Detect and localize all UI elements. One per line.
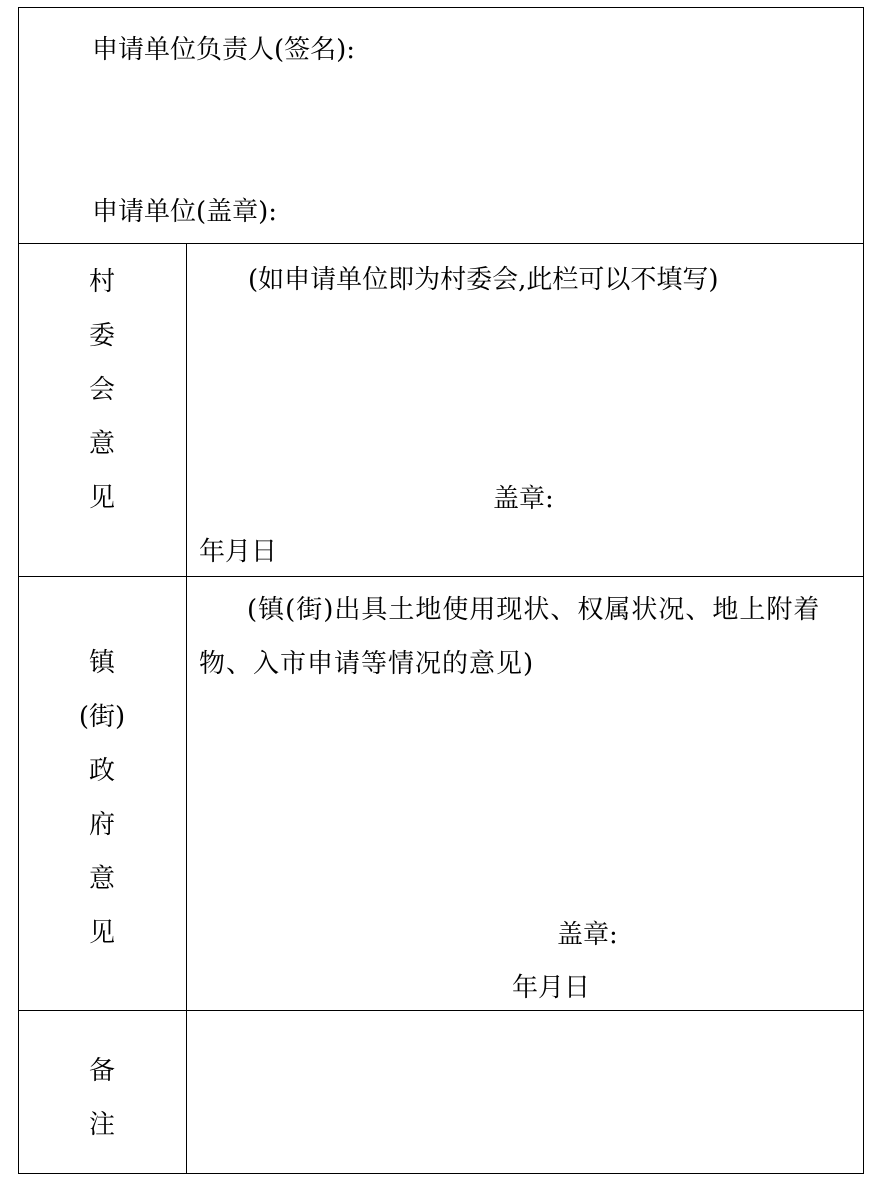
- table-left-border: [18, 7, 19, 1174]
- label-char: 见: [88, 918, 115, 948]
- village-opinion-label: [82, 255, 122, 525]
- label-char: 注: [88, 1110, 115, 1140]
- label-char: 备: [88, 1056, 115, 1086]
- label-char: 意: [88, 864, 115, 894]
- label-char: (街): [78, 702, 126, 732]
- label-char: 委: [88, 321, 115, 351]
- label-char: 会: [88, 375, 115, 405]
- town-date-label: 年月日: [512, 973, 591, 1003]
- village-opinion-note: (如申请单位即为村委会,此栏可以不填写): [248, 265, 719, 295]
- town-opinion-note: (镇(街)出具土地使用现状、权属状况、地上附着物、入市申请等情况的意见): [199, 595, 821, 679]
- village-date-label: 年月日: [199, 537, 278, 567]
- table-bottom-border: [18, 1173, 864, 1174]
- table-top-border: [18, 7, 864, 8]
- table-right-border: [863, 7, 864, 1174]
- remarks-label: [82, 1044, 122, 1152]
- town-seal-label: 盖章:: [557, 920, 618, 950]
- town-opinion-label: [67, 636, 137, 960]
- label-column-divider: [186, 243, 187, 1174]
- unit-seal-label: 申请单位(盖章):: [92, 197, 278, 227]
- label-char: 见: [88, 483, 115, 513]
- label-char: 府: [88, 810, 115, 840]
- row-divider-3: [18, 1010, 864, 1011]
- head-signature-label: 申请单位负责人(签名):: [92, 35, 356, 65]
- village-seal-label: 盖章:: [493, 484, 554, 514]
- label-char: 意: [88, 429, 115, 459]
- label-char: 镇: [88, 648, 115, 678]
- row-divider-1: [18, 243, 864, 244]
- row-divider-2: [18, 576, 864, 577]
- label-char: 村: [88, 267, 115, 297]
- label-char: 政: [88, 756, 115, 786]
